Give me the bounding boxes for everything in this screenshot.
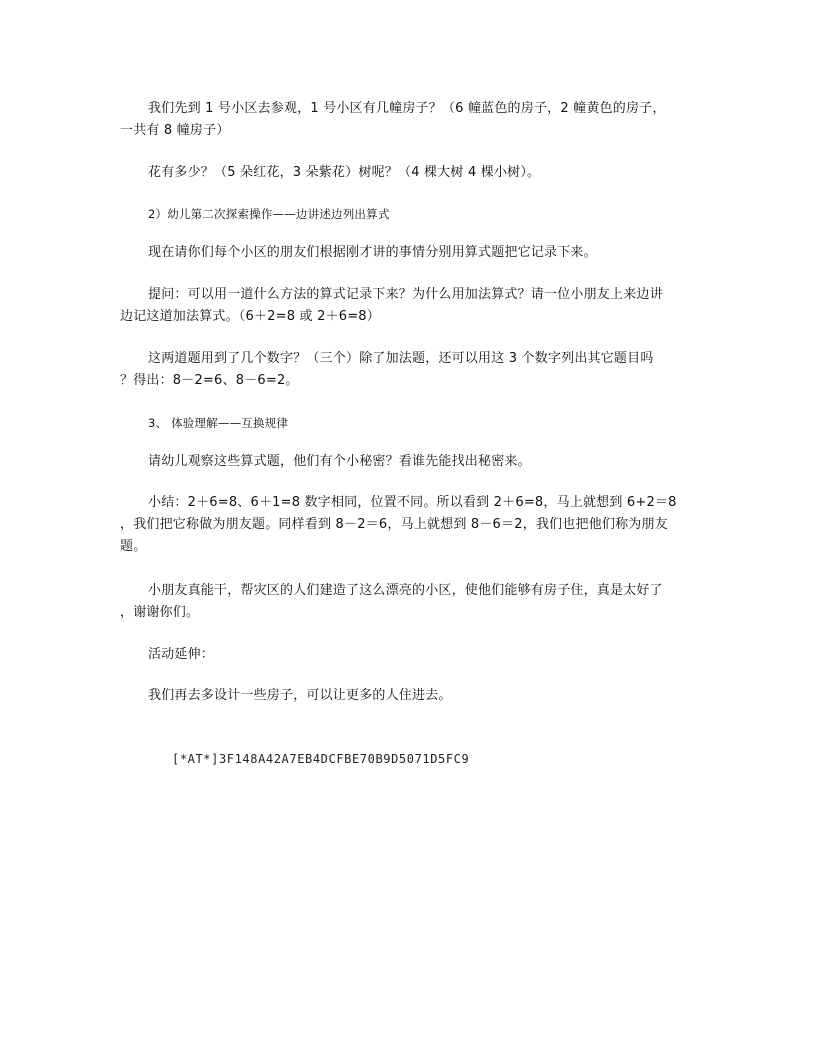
- section-heading-second-exploration: [120, 203, 696, 225]
- paragraph-observe-secret: [120, 451, 696, 473]
- paragraph-flowers-trees: [120, 162, 696, 184]
- paragraph-visit-community: [120, 98, 696, 142]
- paragraph-activity-extension: [120, 644, 696, 666]
- text-line: 花有多少？（5 朵红花，3 朵紫花）树呢？（4 棵大树 4 棵小树）。: [148, 165, 541, 180]
- text-line: 一共有 8 幢房子）: [120, 123, 230, 138]
- paragraph-summary-friend-problems: [120, 492, 696, 558]
- section-heading-swap-rule: [120, 412, 696, 434]
- document-id-code: [*AT*]3F148A42A7EB4DCFBE70B9D5071D5FC9: [172, 752, 470, 766]
- text-line: 现在请你们每个小区的朋友们根据刚才讲的事情分别用算式题把它记录下来。: [148, 245, 597, 260]
- text-line: ，我们把它称做为朋友题。同样看到 8－2＝6，马上就想到 8－6＝2，我们也把他们称为朋友: [120, 517, 668, 532]
- text-line: ？得出：8－2=6、8－6=2。: [120, 373, 299, 388]
- text-line: 这两道题用到了几个数字？（三个）除了加法题，还可以用这 3 个数字列出其它题目吗: [148, 351, 654, 366]
- text-line: 2）幼儿第二次探索操作——边讲述边列出算式: [148, 207, 390, 221]
- text-line: ，谢谢你们。: [120, 605, 200, 620]
- text-line: 边记这道加法算式。（6＋2=8 或 2＋6=8）: [120, 309, 380, 324]
- text-line: 题。: [120, 539, 147, 554]
- text-line: 小结：2＋6=8、6＋1=8 数字相同，位置不同。所以看到 2＋6=8，马上就想到 6+2＝8: [148, 495, 677, 510]
- text-line: 活动延伸：: [148, 647, 215, 662]
- text-line: 提问：可以用一道什么方法的算式记录下来？为什么用加法算式？请一位小朋友上来边讲: [148, 287, 663, 302]
- paragraph-praise-children: [120, 580, 696, 624]
- text-line: 3、 体验理解——互换规律: [148, 416, 289, 430]
- paragraph-record-formulas: [120, 242, 696, 264]
- text-line: 我们再去多设计一些房子，可以让更多的人住进去。: [148, 688, 452, 703]
- paragraph-design-more-houses: [120, 685, 696, 707]
- paragraph-question-addition: [120, 284, 696, 328]
- text-line: 请幼儿观察这些算式题，他们有个小秘密？看谁先能找出秘密来。: [148, 454, 531, 469]
- paragraph-three-numbers: [120, 348, 696, 392]
- text-line: 我们先到 1 号小区去参观，1 号小区有几幢房子？（6 幢蓝色的房子，2 幢黄色的房子，: [148, 101, 666, 116]
- text-line: 小朋友真能干，帮灾区的人们建造了这么漂亮的小区，使他们能够有房子住，真是太好了: [148, 583, 663, 598]
